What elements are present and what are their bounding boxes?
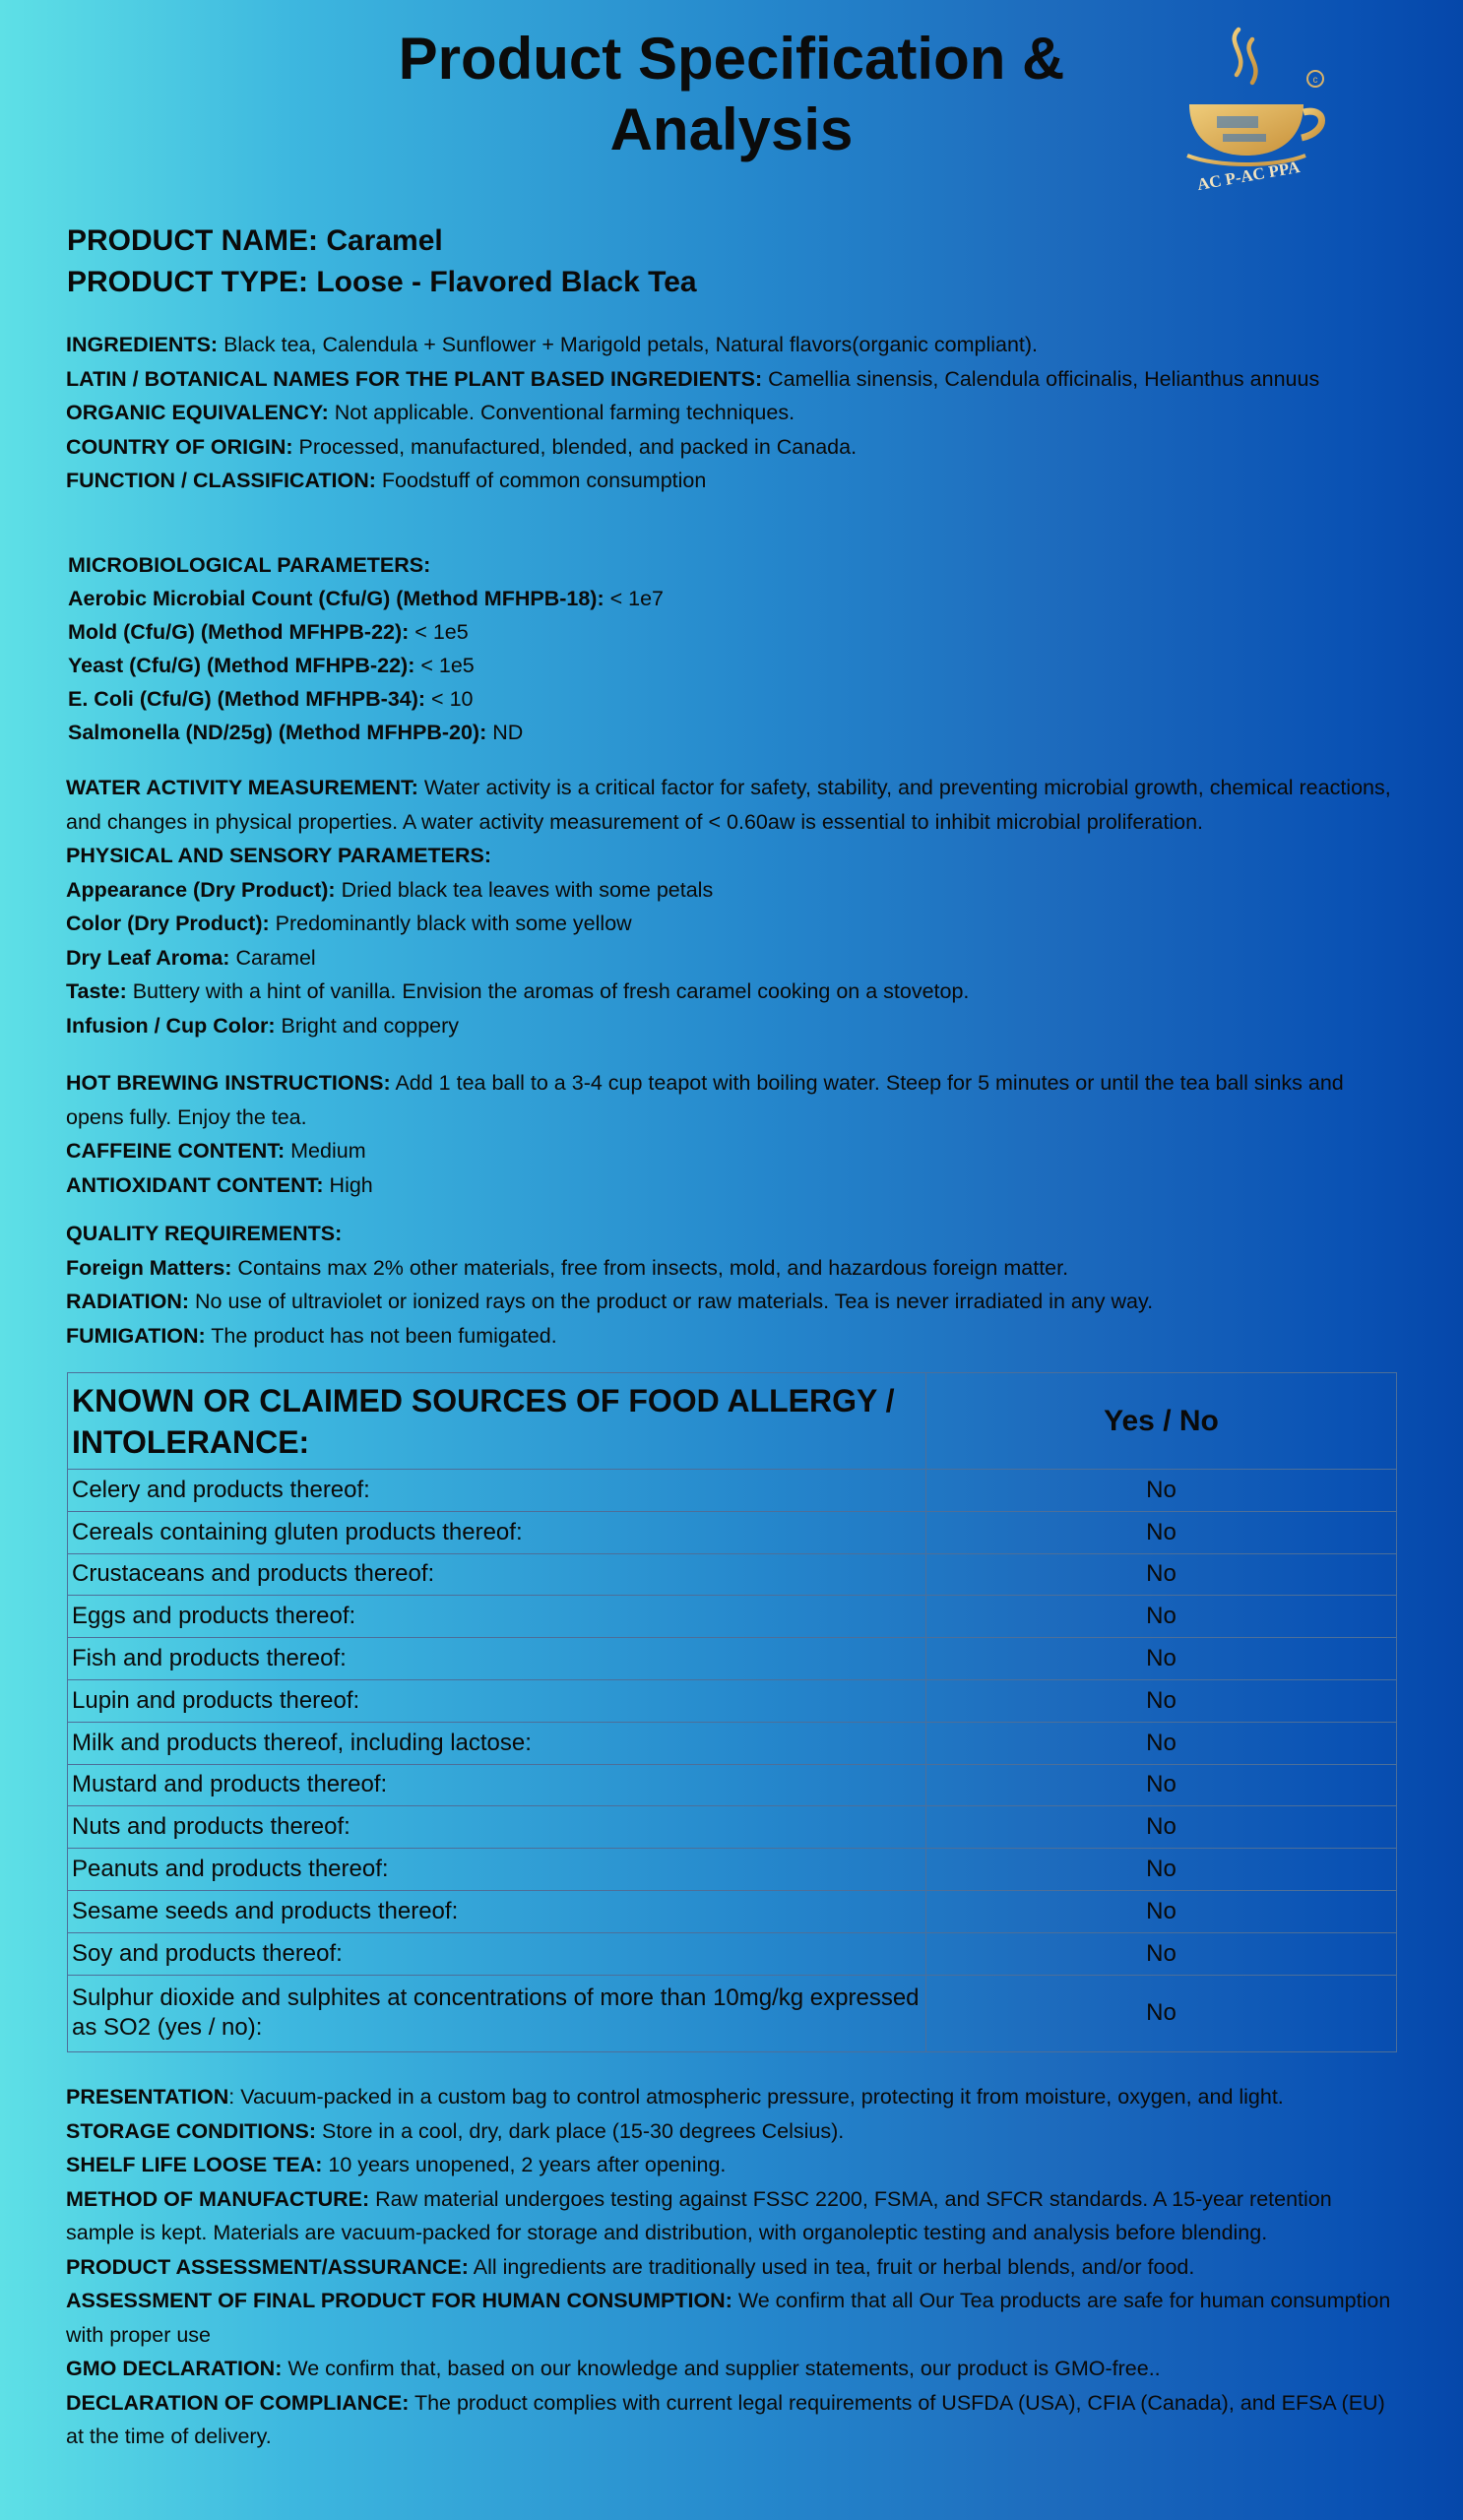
allergen-name: Fish and products thereof: xyxy=(68,1638,926,1680)
allergen-name: Lupin and products thereof: xyxy=(68,1679,926,1722)
declaration-label: PRESENTATION xyxy=(66,2085,229,2109)
info-value: Not applicable. Conventional farming techniques. xyxy=(328,401,795,424)
physical-label: Appearance (Dry Product): xyxy=(66,877,336,902)
storage-conditions xyxy=(66,2114,1405,2149)
table-row xyxy=(68,1470,1397,1512)
quality-item xyxy=(66,1251,1405,1286)
quality-label: RADIATION: xyxy=(66,1290,190,1313)
shelf-life xyxy=(66,2148,1405,2182)
micro-label: Aerobic Microbial Count (Cfu/G) (Method MFHPB-18): xyxy=(68,587,604,610)
micro-value: < 1e5 xyxy=(409,620,469,644)
water-value: Water activity is a critical factor for safety, stability, and preventing microbial growth, chemical reactions, and changes in physical properties. A water activity measurement of < 0.60aw is essential to inhibit microbial proliferation. xyxy=(66,776,1391,834)
table-row xyxy=(68,1638,1397,1680)
title-line-1: Product Specification & xyxy=(398,26,1065,92)
allergen-answer: No xyxy=(926,1679,1397,1722)
allergen-name: Nuts and products thereof: xyxy=(68,1806,926,1849)
micro-item xyxy=(68,582,1407,615)
quality-value: Contains max 2% other materials, free from insects, mold, and hazardous foreign matter. xyxy=(231,1255,1069,1280)
section-heading: MICROBIOLOGICAL PARAMETERS: xyxy=(68,553,431,577)
allergen-name: Celery and products thereof: xyxy=(68,1470,926,1512)
declaration-value: We confirm that, based on our knowledge and supplier statements, our product is GMO-free.. xyxy=(282,2357,1161,2380)
water-and-physical-section xyxy=(66,771,1405,1042)
antioxidant-content xyxy=(66,1168,1405,1203)
micro-label: Yeast (Cfu/G) (Method MFHPB-22): xyxy=(68,654,415,677)
product-type: PRODUCT TYPE: Loose - Flavored Black Tea xyxy=(67,266,697,298)
allergen-answer: No xyxy=(926,1638,1397,1680)
allergen-answer: No xyxy=(926,1470,1397,1512)
declaration-of-compliance xyxy=(66,2386,1405,2454)
allergen-answer: No xyxy=(926,1806,1397,1849)
micro-label: E. Coli (Cfu/G) (Method MFHPB-34): xyxy=(68,687,426,711)
physical-value: Dried black tea leaves with some petals xyxy=(335,877,714,902)
title-line-2: Analysis xyxy=(609,96,854,162)
brewing-section xyxy=(66,1066,1405,1202)
product-info-section xyxy=(66,328,1405,498)
info-origin xyxy=(66,430,1405,465)
micro-item xyxy=(68,716,1407,749)
declaration-value: Raw material undergoes testing against FSSC 2200, FSMA, and SFCR standards. A 15-year retention sample is kept. Materials are vacuum-packed for storage and distribution, with organoleptic testing and analysis before blending. xyxy=(66,2186,1332,2244)
section-heading: PHYSICAL AND SENSORY PARAMETERS: xyxy=(66,844,492,867)
info-label: INGREDIENTS: xyxy=(66,333,219,356)
info-botanical-names xyxy=(66,362,1405,397)
declaration-label: DECLARATION OF COMPLIANCE: xyxy=(66,2390,410,2415)
table-row xyxy=(68,1806,1397,1849)
allergen-answer: No xyxy=(926,1553,1397,1596)
micro-label: Salmonella (ND/25g) (Method MFHPB-20): xyxy=(68,721,487,744)
brewing-label: HOT BREWING INSTRUCTIONS: xyxy=(66,1071,391,1095)
micro-value: < 1e5 xyxy=(414,654,475,677)
human-consumption-assessment xyxy=(66,2284,1405,2352)
allergy-table xyxy=(67,1372,1397,2052)
physical-value: Bright and coppery xyxy=(275,1013,460,1038)
physical-label: Color (Dry Product): xyxy=(66,912,270,935)
allergen-answer: No xyxy=(926,1849,1397,1891)
declaration-value: We confirm that all Our Tea products are safe for human consumption with proper use xyxy=(66,2289,1391,2347)
physical-label: Infusion / Cup Color: xyxy=(66,1013,276,1038)
allergen-name: Peanuts and products thereof: xyxy=(68,1849,926,1891)
table-row xyxy=(68,1975,1397,2051)
antioxidant-label: ANTIOXIDANT CONTENT: xyxy=(66,1172,324,1197)
physical-item xyxy=(66,941,1405,976)
allergy-table-header xyxy=(68,1373,1397,1470)
section-heading: QUALITY REQUIREMENTS: xyxy=(66,1222,343,1245)
table-row xyxy=(68,1890,1397,1932)
product-header xyxy=(67,220,697,303)
physical-item xyxy=(66,975,1405,1009)
allergen-name: Sesame seeds and products thereof: xyxy=(68,1890,926,1932)
physical-label: Dry Leaf Aroma: xyxy=(66,945,230,970)
physical-item xyxy=(66,873,1405,908)
table-row xyxy=(68,1849,1397,1891)
quality-label: Foreign Matters: xyxy=(66,1255,232,1280)
allergy-header-left: KNOWN OR CLAIMED SOURCES OF FOOD ALLERGY / INTOLERANCE: xyxy=(68,1373,926,1470)
caffeine-value: Medium xyxy=(285,1139,366,1163)
caffeine-label: CAFFEINE CONTENT: xyxy=(66,1139,286,1163)
allergen-name: Milk and products thereof, including lactose: xyxy=(68,1722,926,1764)
presentation xyxy=(66,2080,1405,2114)
allergen-name: Cereals containing gluten products thereof: xyxy=(68,1511,926,1553)
allergen-name: Eggs and products thereof: xyxy=(68,1596,926,1638)
allergen-answer: No xyxy=(926,1722,1397,1764)
allergen-name: Crustaceans and products thereof: xyxy=(68,1553,926,1596)
declaration-value: Store in a cool, dry, dark place (15-30 degrees Celsius). xyxy=(316,2118,845,2143)
declaration-label: PRODUCT ASSESSMENT/ASSURANCE: xyxy=(66,2254,469,2279)
allergen-name: Soy and products thereof: xyxy=(68,1932,926,1975)
micro-item xyxy=(68,682,1407,716)
micro-item xyxy=(68,649,1407,682)
allergen-answer: No xyxy=(926,1596,1397,1638)
table-row xyxy=(68,1722,1397,1764)
product-assessment xyxy=(66,2250,1405,2285)
info-value: Processed, manufactured, blended, and packed in Canada. xyxy=(292,434,858,459)
svg-text:c: c xyxy=(1312,75,1318,86)
product-name: PRODUCT NAME: Caramel xyxy=(67,224,443,257)
info-organic xyxy=(66,396,1405,430)
allergy-header-right: Yes / No xyxy=(926,1373,1397,1470)
micro-label: Mold (Cfu/G) (Method MFHPB-22): xyxy=(68,620,410,644)
table-row xyxy=(68,1764,1397,1806)
allergen-answer: No xyxy=(926,1511,1397,1553)
declaration-label: ASSESSMENT OF FINAL PRODUCT FOR HUMAN CONSUMPTION: xyxy=(66,2289,732,2312)
water-label: WATER ACTIVITY MEASUREMENT: xyxy=(66,776,418,799)
info-label: COUNTRY OF ORIGIN: xyxy=(66,434,293,459)
micro-item xyxy=(68,615,1407,649)
info-label: FUNCTION / CLASSIFICATION: xyxy=(66,469,376,492)
physical-item xyxy=(66,1009,1405,1043)
declaration-value: All ingredients are traditionally used in tea, fruit or herbal blends, and/or food. xyxy=(468,2254,1195,2279)
declaration-label: STORAGE CONDITIONS: xyxy=(66,2118,317,2143)
quality-label: FUMIGATION: xyxy=(66,1323,206,1348)
steam-icon xyxy=(1235,30,1256,83)
declaration-value: The product complies with current legal requirements of USFDA (USA), CFIA (Canada), and EFSA (EU) at the time of delivery. xyxy=(66,2390,1385,2448)
info-label: LATIN / BOTANICAL NAMES FOR THE PLANT BASED INGREDIENTS: xyxy=(66,366,763,391)
table-row xyxy=(68,1511,1397,1553)
table-row xyxy=(68,1596,1397,1638)
micro-value: < 10 xyxy=(425,687,474,711)
microbiological-section xyxy=(68,548,1407,749)
table-row xyxy=(68,1553,1397,1596)
declaration-value: : Vacuum-packed in a custom bag to control atmospheric pressure, protecting it from moisture, oxygen, and light. xyxy=(228,2085,1284,2109)
info-ingredients xyxy=(66,328,1405,362)
micro-value: < 1e7 xyxy=(604,587,665,610)
allergen-answer: No xyxy=(926,1890,1397,1932)
declaration-label: SHELF LIFE LOOSE TEA: xyxy=(66,2153,323,2176)
info-function xyxy=(66,464,1405,498)
declaration-label: GMO DECLARATION: xyxy=(66,2357,283,2380)
declaration-value: 10 years unopened, 2 years after opening. xyxy=(322,2153,727,2176)
declaration-label: METHOD OF MANUFACTURE: xyxy=(66,2186,370,2211)
antioxidant-value: High xyxy=(323,1172,373,1197)
quality-item xyxy=(66,1285,1405,1319)
method-of-manufacture xyxy=(66,2182,1405,2250)
quality-section xyxy=(66,1217,1405,1353)
info-value: Black tea, Calendula + Sunflower + Marigold petals, Natural flavors(organic compliant). xyxy=(218,333,1039,356)
table-row xyxy=(68,1932,1397,1975)
water-activity xyxy=(66,771,1405,839)
allergen-answer: No xyxy=(926,1932,1397,1975)
gmo-declaration xyxy=(66,2352,1405,2386)
info-label: ORGANIC EQUIVALENCY: xyxy=(66,401,329,424)
physical-value: Buttery with a hint of vanilla. Envision the aromas of fresh caramel cooking on a stovetop. xyxy=(126,979,970,1003)
info-value: Foodstuff of common consumption xyxy=(375,469,707,492)
physical-value: Caramel xyxy=(229,945,316,970)
allergen-name: Sulphur dioxide and sulphites at concentrations of more than 10mg/kg expressed as SO2 (yes / no): xyxy=(68,1975,926,2051)
table-row xyxy=(68,1679,1397,1722)
physical-value: Predominantly black with some yellow xyxy=(269,912,632,935)
physical-item xyxy=(66,907,1405,941)
quality-value: The product has not been fumigated. xyxy=(205,1323,557,1348)
tea-cup-logo xyxy=(1168,18,1345,195)
caffeine-content xyxy=(66,1134,1405,1168)
info-value: Camellia sinensis, Calendula officinalis, Helianthus annuus xyxy=(762,366,1320,391)
svg-text:AC P-AC PPA: AC P-AC PPA xyxy=(1195,157,1302,195)
allergen-answer: No xyxy=(926,1764,1397,1806)
quality-value: No use of ultraviolet or ionized rays on the product or raw materials. Tea is never irradiated in any way. xyxy=(189,1290,1154,1313)
allergen-name: Mustard and products thereof: xyxy=(68,1764,926,1806)
declarations-section xyxy=(66,2080,1405,2454)
brewing-value: Add 1 tea ball to a 3-4 cup teapot with boiling water. Steep for 5 minutes or until the tea ball sinks and opens fully. Enjoy the tea. xyxy=(66,1071,1344,1129)
physical-label: Taste: xyxy=(66,979,127,1003)
brewing-instructions xyxy=(66,1066,1405,1134)
quality-item xyxy=(66,1319,1405,1354)
allergen-answer: No xyxy=(926,1975,1397,2051)
micro-value: ND xyxy=(486,721,524,744)
